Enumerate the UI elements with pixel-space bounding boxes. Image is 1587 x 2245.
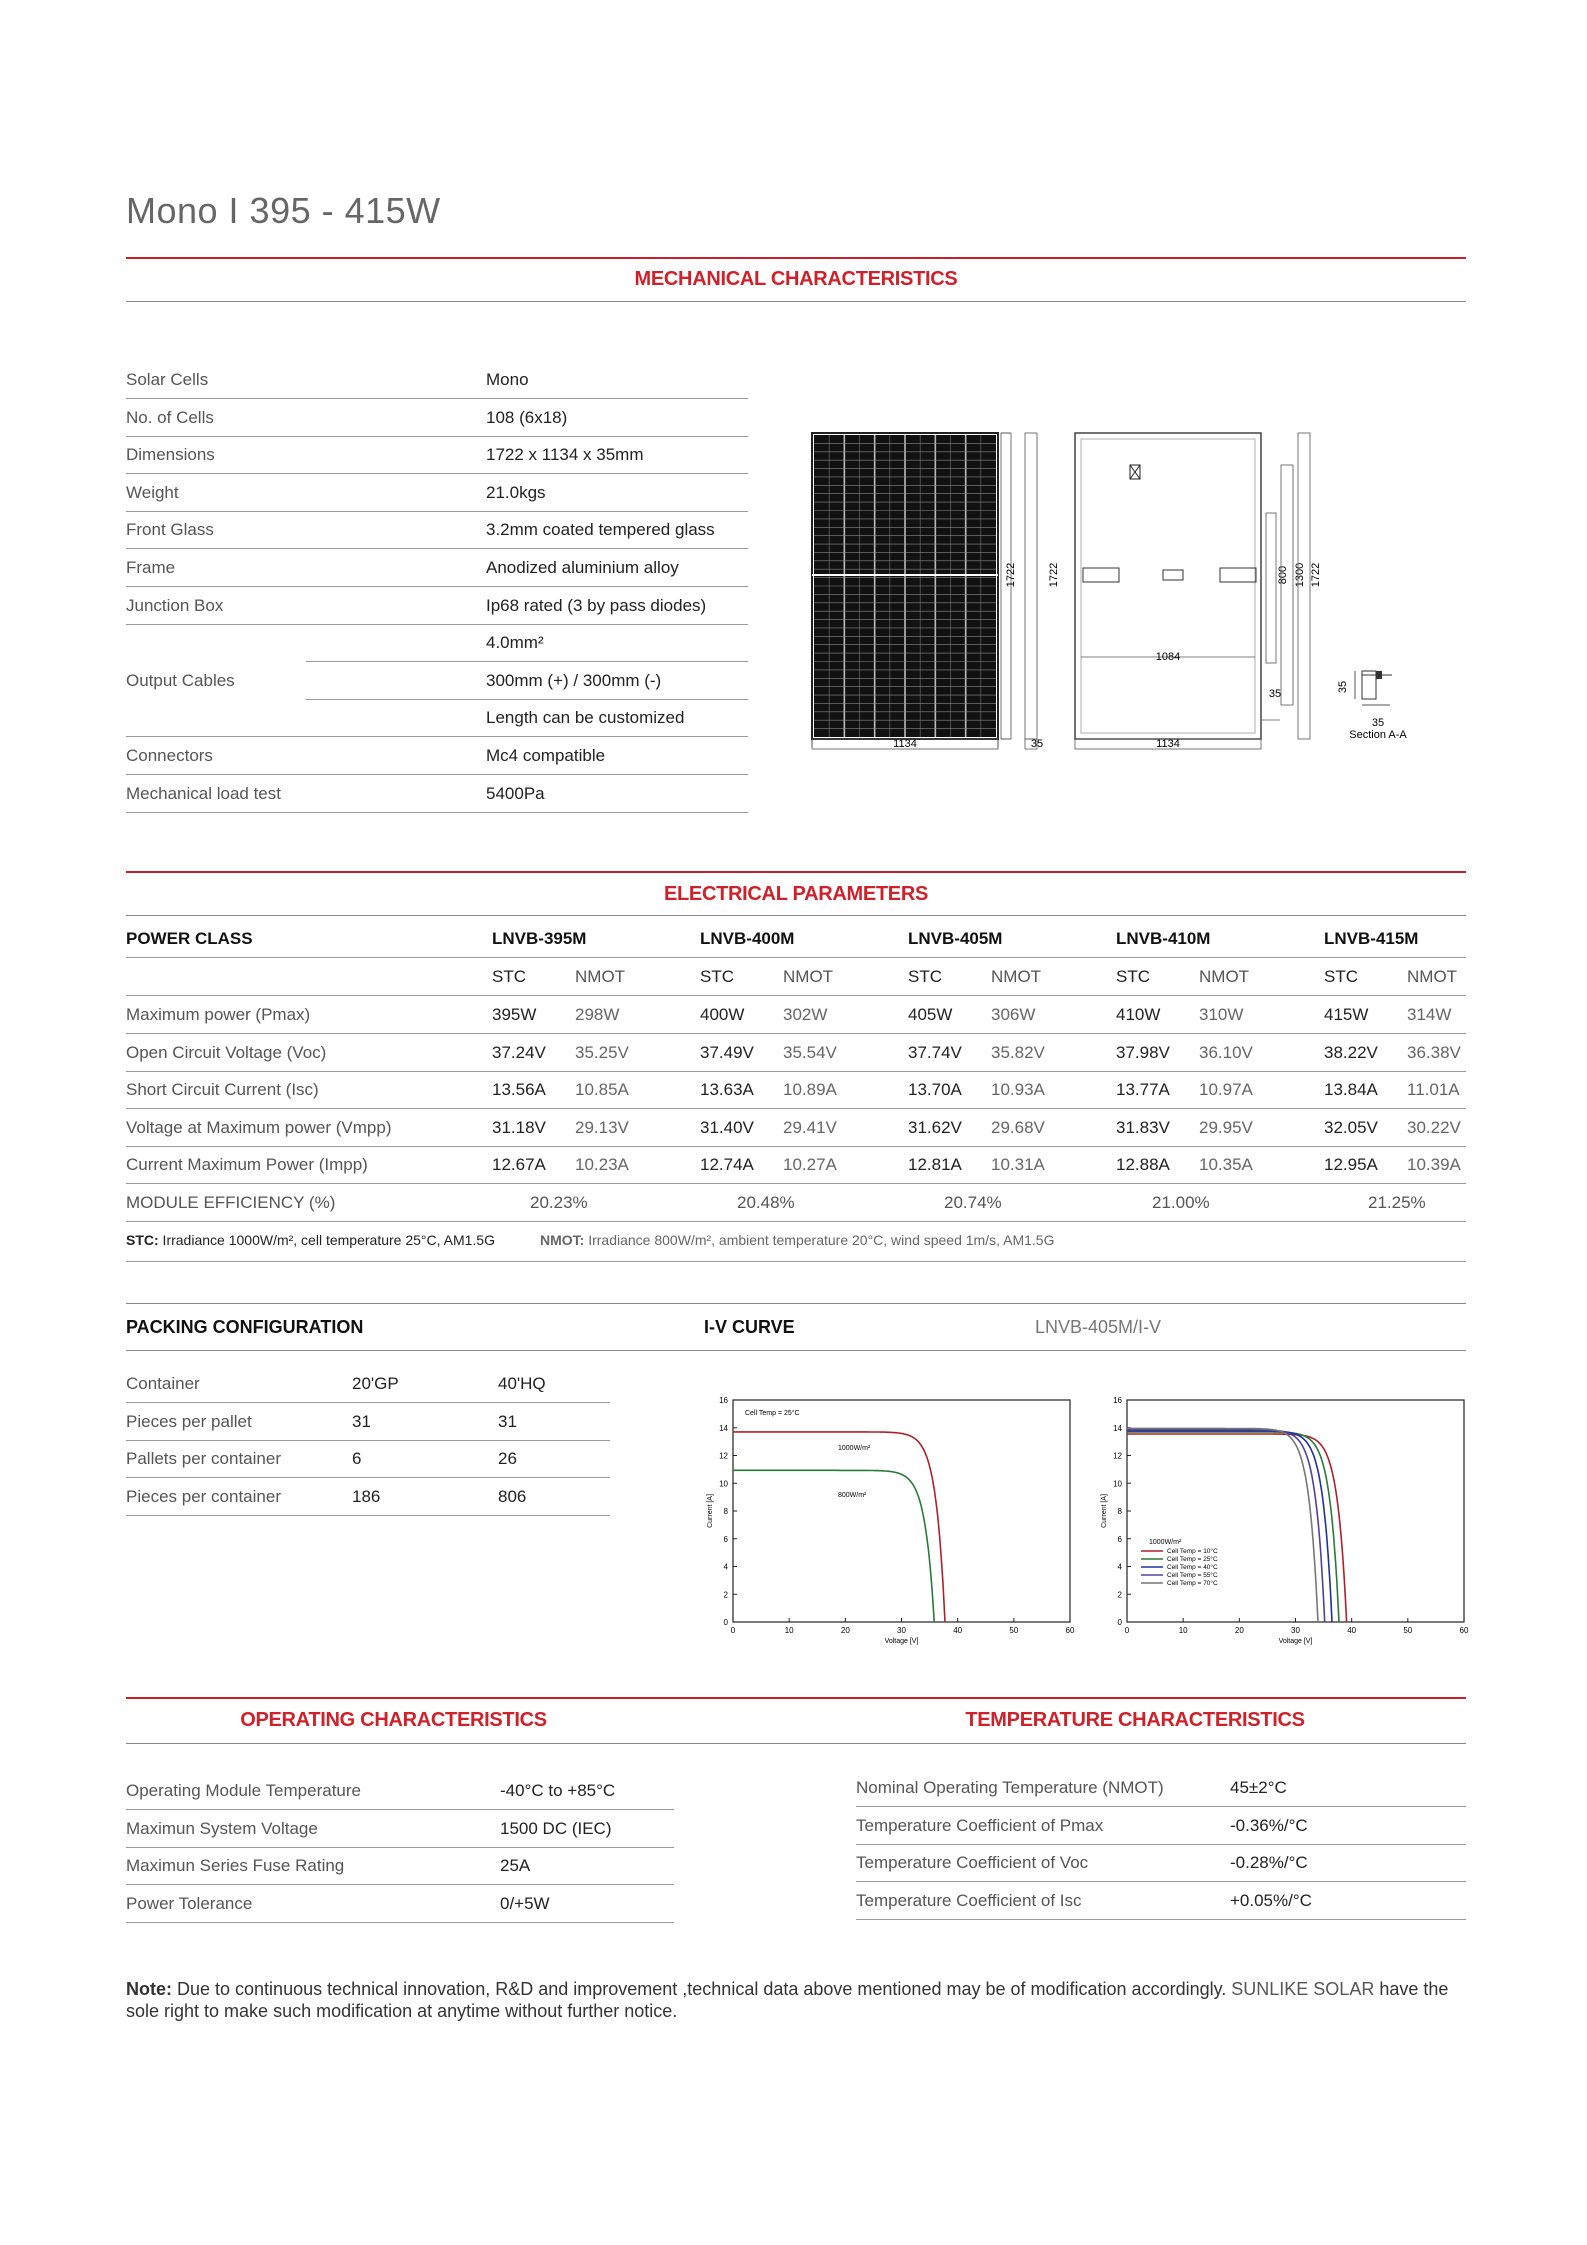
packing-value: 6 xyxy=(352,1449,362,1468)
mech-label: Weight xyxy=(126,482,179,502)
legend-entry: Cell Temp = 40°C xyxy=(1167,1564,1218,1571)
row-divider xyxy=(126,1146,1466,1147)
electrical-rule xyxy=(126,915,1466,916)
nmot-value: 302W xyxy=(783,1005,828,1024)
note-text: Due to continuous technical innovation, R&D and improvement ,technical data above mentioned may be of modification accordingly. xyxy=(172,1979,1227,1999)
model-header: LNVB-405M xyxy=(908,929,1003,948)
nmot-value: 36.38V xyxy=(1407,1042,1461,1062)
iv-heading: I-V CURVE xyxy=(704,1317,795,1337)
row-divider xyxy=(126,1108,1466,1109)
nmot-value: 29.13V xyxy=(575,1117,629,1137)
mech-label: No. of Cells xyxy=(126,407,214,427)
x-tick-label: 10 xyxy=(1178,1626,1188,1635)
stc-value: 400W xyxy=(700,1005,745,1024)
param-label: Current Maximum Power (Impp) xyxy=(126,1155,368,1175)
y-axis-label: Current [A] xyxy=(707,1494,714,1528)
nmot-header: NMOT xyxy=(783,967,834,986)
x-tick-label: 30 xyxy=(1291,1626,1300,1635)
nmot-value: 30.22V xyxy=(1407,1117,1461,1137)
stc-value: 38.22V xyxy=(1324,1042,1378,1062)
y-axis-label: Current [A] xyxy=(1101,1494,1108,1528)
stc-value: 37.49V xyxy=(700,1042,754,1062)
row-divider xyxy=(126,1847,674,1848)
panel-side-view xyxy=(1025,433,1037,739)
nmot-value: 35.54V xyxy=(783,1042,837,1062)
nmot-value: 10.85A xyxy=(575,1080,629,1100)
row-divider xyxy=(126,1440,610,1441)
stc-value: 415W xyxy=(1324,1005,1369,1024)
mech-value: 108 (6x18) xyxy=(486,407,568,427)
row-divider xyxy=(126,586,748,587)
x-tick-label: 60 xyxy=(1459,1626,1469,1635)
nmot-value: 10.93A xyxy=(991,1080,1045,1100)
x-tick-label: 50 xyxy=(1403,1626,1413,1635)
model-header: LNVB-415M xyxy=(1324,929,1419,948)
param-label: Open Circuit Voltage (Voc) xyxy=(126,1042,327,1062)
operating-rule xyxy=(126,1743,1466,1744)
stc-value: 31.83V xyxy=(1116,1117,1170,1137)
temperature-label: Temperature Coefficient of Pmax xyxy=(856,1815,1104,1835)
mech-value: Ip68 rated (3 by pass diodes) xyxy=(486,595,707,615)
electrical-top-rule xyxy=(126,871,1466,873)
packing-label: Container xyxy=(126,1374,200,1393)
dim-mount-width: 1084 xyxy=(1155,651,1181,663)
y-tick-label: 8 xyxy=(1117,1507,1122,1516)
packing-value: 40'HQ xyxy=(498,1374,546,1393)
stc-header: STC xyxy=(1116,967,1150,986)
row-divider xyxy=(126,736,748,737)
temperature-label: Temperature Coefficient of Isc xyxy=(856,1890,1082,1910)
mech-value: Mc4 compatible xyxy=(486,746,606,765)
param-label: Maximum power (Pmax) xyxy=(126,1005,311,1024)
section-rule xyxy=(126,301,1466,302)
page-title: Mono I 395 - 415W xyxy=(126,190,441,231)
nmot-value: 10.89A xyxy=(783,1080,837,1100)
frame-section-view xyxy=(1355,671,1392,699)
nmot-header: NMOT xyxy=(1199,967,1250,986)
temperature-heading: TEMPERATURE CHARACTERISTICS xyxy=(965,1709,1305,1731)
x-axis-label: Voltage [V] xyxy=(1278,1638,1313,1645)
row-divider xyxy=(126,1402,610,1403)
stc-header: STC xyxy=(1324,967,1358,986)
row-divider xyxy=(126,1809,674,1810)
row-divider xyxy=(126,436,748,437)
row-divider xyxy=(856,1806,1466,1807)
stc-value: 37.98V xyxy=(1116,1042,1170,1062)
dim-depth: 35 xyxy=(1030,738,1044,750)
nmot-header: NMOT xyxy=(1407,967,1458,986)
packing-label: Pallets per container xyxy=(126,1449,281,1468)
stc-value: 13.63A xyxy=(700,1080,754,1100)
stc-value: 31.40V xyxy=(700,1117,754,1137)
temperature-label: Temperature Coefficient of Voc xyxy=(856,1853,1089,1872)
stc-note-key: STC: xyxy=(126,1232,159,1248)
model-header: LNVB-410M xyxy=(1116,929,1211,948)
stc-note-text: Irradiance 1000W/m², cell temperature 25°C, AM1.5G xyxy=(158,1232,495,1248)
y-tick-label: 16 xyxy=(719,1396,728,1405)
row-divider xyxy=(306,699,748,700)
row-divider xyxy=(126,774,748,775)
x-tick-label: 10 xyxy=(784,1626,794,1635)
stc-header: STC xyxy=(700,967,734,986)
stc-value: 395W xyxy=(492,1005,537,1024)
dim-800: 800 xyxy=(1277,565,1289,585)
mech-label: Dimensions xyxy=(126,445,215,465)
row-divider xyxy=(306,661,748,662)
x-tick-label: 30 xyxy=(897,1626,906,1635)
mech-value: 1722 x 1134 x 35mm xyxy=(486,445,644,465)
dim-1722-back: 1722 xyxy=(1310,562,1322,588)
nmot-value: 310W xyxy=(1199,1005,1244,1024)
dim-section-height: 35 xyxy=(1337,680,1349,694)
stc-value: 37.74V xyxy=(908,1042,962,1062)
operating-label: Maximun Series Fuse Rating xyxy=(126,1856,345,1875)
iv-chart-temperature xyxy=(1094,1390,1474,1655)
temperature-value: -0.36%/°C xyxy=(1230,1815,1308,1835)
mech-label: Output Cables xyxy=(126,670,235,690)
row-divider xyxy=(126,1477,610,1478)
model-header: LNVB-395M xyxy=(492,929,587,948)
nmot-value: 306W xyxy=(991,1005,1036,1024)
row-divider xyxy=(126,548,748,549)
note-brand: SUNLIKE SOLAR xyxy=(1226,1979,1375,1999)
operating-value: -40°C to +85°C xyxy=(500,1781,616,1800)
row-divider xyxy=(126,1033,1466,1034)
y-tick-label: 14 xyxy=(1113,1423,1122,1433)
nmot-value: 29.68V xyxy=(991,1117,1045,1137)
efficiency-value: 21.00% xyxy=(1152,1193,1210,1212)
y-tick-label: 4 xyxy=(1117,1562,1122,1572)
x-tick-label: 0 xyxy=(1124,1626,1130,1635)
mech-label: Junction Box xyxy=(126,595,224,615)
nmot-note xyxy=(540,1232,1054,1248)
nmot-value: 10.39A xyxy=(1407,1155,1461,1175)
nmot-value: 10.97A xyxy=(1199,1080,1253,1100)
y-tick-label: 10 xyxy=(719,1479,728,1489)
mech-value: Mono xyxy=(486,370,529,389)
efficiency-label: MODULE EFFICIENCY (%) xyxy=(126,1193,336,1212)
packing-label: Pieces per pallet xyxy=(126,1411,252,1431)
row-divider xyxy=(126,398,748,399)
stc-value: 31.18V xyxy=(492,1117,546,1137)
module-dimension-drawing xyxy=(800,425,1420,750)
dim-section-width: 35 xyxy=(1371,717,1385,729)
row-divider xyxy=(126,1884,674,1885)
row-divider xyxy=(126,1071,1466,1072)
iv-model: LNVB-405M/I-V xyxy=(1035,1317,1162,1337)
legend-entry: Cell Temp = 25°C xyxy=(1167,1556,1218,1563)
stc-value: 410W xyxy=(1116,1005,1161,1024)
row-divider xyxy=(126,957,1466,958)
stc-value: 13.84A xyxy=(1324,1080,1378,1100)
temperature-value: +0.05%/°C xyxy=(1230,1890,1312,1910)
section-top-rule xyxy=(126,257,1466,259)
operating-label: Maximun System Voltage xyxy=(126,1818,318,1838)
row-divider xyxy=(856,1919,1466,1920)
y-tick-label: 4 xyxy=(723,1562,728,1572)
nmot-value: 10.31A xyxy=(991,1155,1045,1175)
mech-label: Connectors xyxy=(126,746,213,765)
param-label: Voltage at Maximum power (Vmpp) xyxy=(126,1117,392,1137)
panel-back-view xyxy=(1075,433,1261,739)
y-tick-label: 0 xyxy=(1117,1618,1122,1627)
mech-label: Mechanical load test xyxy=(126,783,281,803)
panel-front-view xyxy=(812,433,998,739)
mech-value: 300mm (+) / 300mm (-) xyxy=(486,670,662,690)
y-tick-label: 10 xyxy=(1113,1479,1122,1489)
operating-top-rule xyxy=(126,1697,1466,1699)
row-divider xyxy=(126,812,748,813)
dim-corner: 35 xyxy=(1268,688,1282,700)
section-label: Section A-A xyxy=(1349,729,1407,741)
row-divider xyxy=(126,624,748,625)
row-divider xyxy=(856,1844,1466,1845)
row-divider xyxy=(126,473,748,474)
dim-height-side: 1722 xyxy=(1048,562,1060,588)
stc-value: 405W xyxy=(908,1005,953,1024)
nmot-value: 35.25V xyxy=(575,1042,629,1062)
stc-value: 12.81A xyxy=(908,1155,962,1175)
dim-width-front: 1134 xyxy=(893,738,917,750)
irradiance-label: 1000W/m² xyxy=(1149,1539,1182,1546)
nmot-value: 10.27A xyxy=(783,1155,837,1175)
legend-entry: Cell Temp = 55°C xyxy=(1167,1572,1218,1579)
mech-value: 21.0kgs xyxy=(486,482,546,502)
row-divider xyxy=(126,1183,1466,1184)
row-divider xyxy=(126,1515,610,1516)
efficiency-value: 20.48% xyxy=(737,1193,795,1212)
x-tick-label: 50 xyxy=(1009,1626,1019,1635)
y-tick-label: 8 xyxy=(723,1507,728,1516)
operating-value: 1500 DC (IEC) xyxy=(500,1818,612,1838)
stc-value: 13.77A xyxy=(1116,1080,1170,1100)
nmot-note-key: NMOT: xyxy=(540,1232,585,1248)
nmot-value: 298W xyxy=(575,1005,620,1024)
packing-value: 31 xyxy=(498,1411,517,1431)
nmot-value: 29.95V xyxy=(1199,1117,1253,1137)
mech-label: Solar Cells xyxy=(126,370,209,389)
temperature-label: Nominal Operating Temperature (NMOT) xyxy=(856,1778,1164,1797)
operating-value: 25A xyxy=(500,1856,531,1875)
row-divider xyxy=(126,1261,1466,1262)
row-divider xyxy=(126,1221,1466,1222)
packing-value: 31 xyxy=(352,1411,371,1431)
stc-value: 13.56A xyxy=(492,1080,546,1100)
operating-heading: OPERATING CHARACTERISTICS xyxy=(240,1709,547,1731)
packing-value: 806 xyxy=(498,1486,527,1506)
stc-value: 12.74A xyxy=(700,1155,754,1175)
footnote xyxy=(126,1978,1466,2022)
mech-value: Anodized aluminium alloy xyxy=(486,558,679,577)
iv-chart-irradiance xyxy=(700,1390,1080,1655)
stc-value: 12.88A xyxy=(1116,1155,1170,1175)
x-axis-label: Voltage [V] xyxy=(884,1638,919,1645)
row-divider xyxy=(126,1922,674,1923)
mechanical-heading: MECHANICAL CHARACTERISTICS xyxy=(634,268,958,290)
note-text-2: have the sole right to make such modification at anytime without further notice. xyxy=(126,1979,1449,2021)
cell-temp-label: Cell Temp = 25°C xyxy=(745,1410,800,1417)
efficiency-value: 20.74% xyxy=(944,1193,1002,1212)
y-tick-label: 2 xyxy=(1117,1590,1122,1600)
mech-label: Frame xyxy=(126,558,176,577)
nmot-value: 11.01A xyxy=(1407,1080,1460,1100)
y-tick-label: 0 xyxy=(723,1618,728,1627)
mech-value: Length can be customized xyxy=(486,708,685,728)
packing-heading: PACKING CONFIGURATION xyxy=(126,1317,364,1337)
dim-height-front: 1722 xyxy=(1005,562,1017,588)
model-header: LNVB-400M xyxy=(700,929,795,948)
nmot-value: 36.10V xyxy=(1199,1042,1253,1062)
nmot-header: NMOT xyxy=(575,967,626,986)
x-tick-label: 40 xyxy=(953,1626,963,1635)
packing-value: 26 xyxy=(498,1449,517,1468)
packing-value: 20'GP xyxy=(352,1374,399,1393)
nmot-value: 10.35A xyxy=(1199,1155,1253,1175)
stc-value: 31.62V xyxy=(908,1117,962,1137)
operating-value: 0/+5W xyxy=(500,1893,550,1913)
legend-entry: Cell Temp = 70°C xyxy=(1167,1580,1218,1587)
stc-value: 12.95A xyxy=(1324,1155,1378,1175)
x-tick-label: 20 xyxy=(1234,1626,1244,1635)
nmot-note-text: Irradiance 800W/m², ambient temperature 20°C, wind speed 1m/s, AM1.5G xyxy=(584,1232,1055,1248)
packing-top-rule xyxy=(126,1303,1466,1304)
packing-value: 186 xyxy=(352,1486,381,1506)
row-divider xyxy=(856,1881,1466,1882)
stc-value: 12.67A xyxy=(492,1155,546,1175)
y-tick-label: 12 xyxy=(1113,1451,1122,1461)
mech-value: 5400Pa xyxy=(486,783,545,803)
stc-header: STC xyxy=(492,967,526,986)
irradiance-800-label: 800W/m² xyxy=(838,1492,867,1499)
dim-1300: 1300 xyxy=(1294,562,1306,588)
efficiency-value: 20.23% xyxy=(530,1193,588,1212)
y-tick-label: 6 xyxy=(1117,1534,1122,1544)
temperature-value: 45±2°C xyxy=(1230,1778,1287,1797)
nmot-value: 29.41V xyxy=(783,1117,837,1137)
legend-entry: Cell Temp = 10°C xyxy=(1167,1548,1218,1555)
nmot-header: NMOT xyxy=(991,967,1042,986)
power-class-label: POWER CLASS xyxy=(126,929,253,948)
operating-label: Operating Module Temperature xyxy=(126,1781,361,1800)
stc-note xyxy=(126,1232,495,1248)
irradiance-1000-label: 1000W/m² xyxy=(838,1445,871,1452)
y-tick-label: 2 xyxy=(723,1590,728,1600)
mech-value: 4.0mm² xyxy=(486,633,544,653)
nmot-value: 35.82V xyxy=(991,1042,1045,1062)
efficiency-value: 21.25% xyxy=(1368,1193,1426,1212)
row-divider xyxy=(126,511,748,512)
electrical-heading: ELECTRICAL PARAMETERS xyxy=(663,883,929,905)
x-tick-label: 20 xyxy=(840,1626,850,1635)
x-tick-label: 0 xyxy=(730,1626,736,1635)
param-label: Short Circuit Current (Isc) xyxy=(126,1080,319,1100)
y-tick-label: 16 xyxy=(1113,1396,1122,1405)
note-key: Note: xyxy=(126,1979,172,1999)
packing-label: Pieces per container xyxy=(126,1486,281,1506)
x-tick-label: 40 xyxy=(1347,1626,1357,1635)
stc-header: STC xyxy=(908,967,942,986)
stc-value: 32.05V xyxy=(1324,1117,1378,1137)
y-tick-label: 12 xyxy=(719,1451,728,1461)
mech-value: 3.2mm coated tempered glass xyxy=(486,520,715,540)
packing-rule xyxy=(126,1350,1466,1351)
row-divider xyxy=(126,995,1466,996)
stc-value: 13.70A xyxy=(908,1080,962,1100)
mech-label: Front Glass xyxy=(126,520,214,540)
y-tick-label: 14 xyxy=(719,1423,728,1433)
dim-width-back: 1134 xyxy=(1156,738,1180,750)
nmot-value: 314W xyxy=(1407,1005,1452,1024)
x-tick-label: 60 xyxy=(1065,1626,1075,1635)
nmot-value: 10.23A xyxy=(575,1155,629,1175)
operating-label: Power Tolerance xyxy=(126,1893,253,1913)
temperature-value: -0.28%/°C xyxy=(1230,1853,1308,1872)
stc-value: 37.24V xyxy=(492,1042,546,1062)
y-tick-label: 6 xyxy=(723,1534,728,1544)
